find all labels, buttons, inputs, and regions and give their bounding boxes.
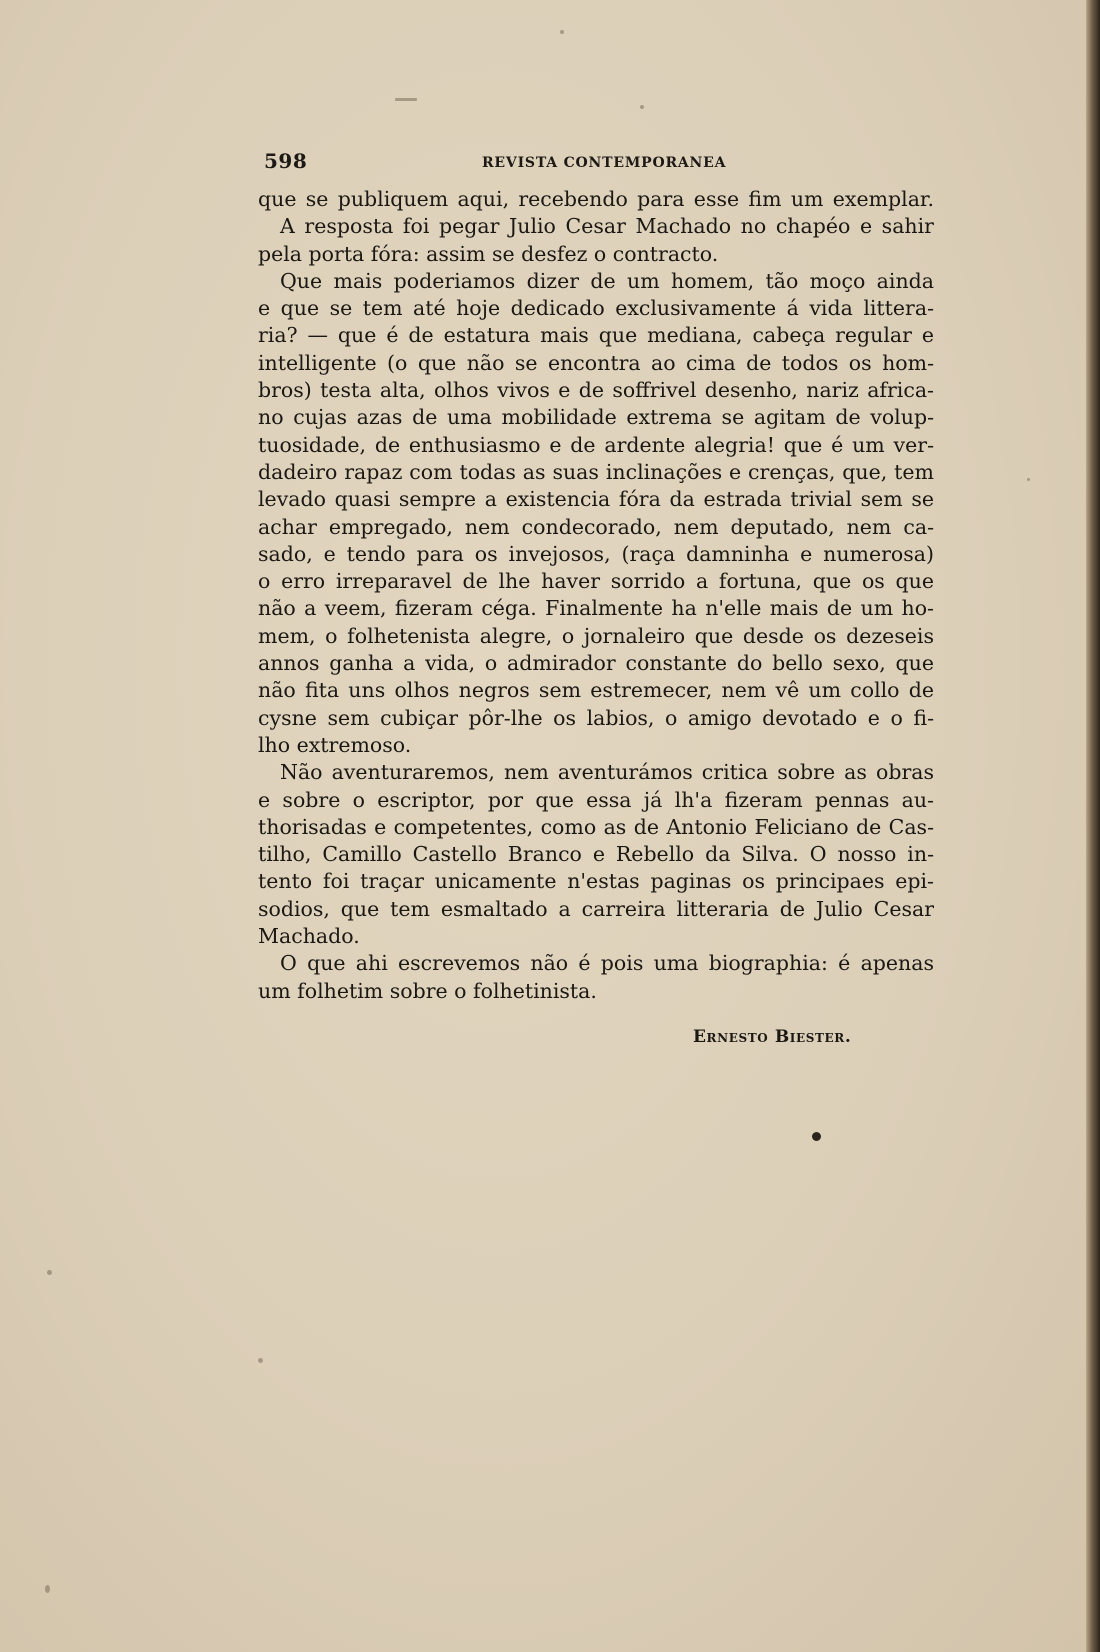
- print-blemish: [640, 105, 644, 109]
- print-blemish: [45, 1585, 50, 1593]
- text-line: dadeiro rapaz com todas as suas inclinações e crenças, que, tem: [258, 459, 934, 484]
- text-line: tuosidade, de enthusiasmo e de ardente alegria! que é um ver-: [258, 432, 934, 457]
- running-head: [264, 149, 940, 173]
- book-spine-edge: [1086, 0, 1100, 1652]
- text-line: achar empregado, nem condecorado, nem deputado, nem ca-: [258, 514, 934, 539]
- text-line: e que se tem até hoje dedicado exclusivamente á vida littera-: [258, 296, 934, 321]
- text-line: o erro irreparavel de lhe haver sorrido a fortuna, que os que: [258, 569, 934, 594]
- print-blemish: [560, 30, 564, 34]
- ornament-dot: [812, 1132, 821, 1141]
- text-line: cysne sem cubiçar pôr-lhe os labios, o amigo devotado e o fi-: [258, 705, 934, 730]
- text-line: e sobre o escriptor, por que essa já lh'a fizeram pennas au-: [258, 787, 934, 812]
- paragraph-start-line: Que mais poderiamos dizer de um homem, tão moço ainda: [280, 268, 934, 293]
- text-line: levado quasi sempre a existencia fóra da estrada trivial sem se: [258, 487, 934, 512]
- print-blemish: [1027, 478, 1030, 481]
- article-body: [258, 186, 934, 1005]
- text-line: tento foi traçar unicamente n'estas paginas os principaes epi-: [258, 869, 934, 894]
- print-blemish: [258, 1358, 263, 1363]
- text-line: não a veem, fizeram céga. Finalmente ha n'elle mais de um ho-: [258, 596, 934, 621]
- text-line: no cujas azas de uma mobilidade extrema se agitam de volup-: [258, 405, 934, 430]
- text-line: sado, e tendo para os invejosos, (raça damninha e numerosa): [258, 541, 934, 566]
- paragraph-end-line: um folhetim sobre o folhetinista.: [258, 978, 597, 1003]
- paragraph-end-line: pela porta fóra: assim se desfez o contracto.: [258, 241, 719, 266]
- paragraph-end-line: lho extremoso.: [258, 732, 412, 757]
- text-line: que se publiquem aqui, recebendo para esse fim um exemplar.: [258, 187, 934, 211]
- text-line: annos ganha a vida, o admirador constante do bello sexo, que: [258, 651, 934, 676]
- text-line: thorisadas e competentes, como as de Antonio Feliciano de Cas-: [258, 814, 934, 839]
- text-line: tilho, Camillo Castello Branco e Rebello da Silva. O nosso in-: [258, 842, 934, 867]
- author-signature: Ernesto Biester.: [693, 1027, 852, 1047]
- journal-title: REVISTA CONTEMPORANEA: [482, 155, 727, 171]
- paragraph-start-line: A resposta foi pegar Julio Cesar Machado no chapéo e sahir: [280, 214, 934, 239]
- text-line: sodios, que tem esmaltado a carreira litteraria de Julio Cesar: [258, 896, 934, 921]
- text-line: intelligente (o que não se encontra ao cima de todos os hom-: [258, 350, 934, 375]
- paragraph-end-line: Machado.: [258, 924, 360, 949]
- text-line: mem, o folhetenista alegre, o jornaleiro que desde os dezeseis: [258, 623, 934, 648]
- page-number: 598: [264, 149, 308, 173]
- paragraph-start-line: Não aventuraremos, nem aventurámos critica sobre as obras: [280, 760, 934, 785]
- paragraph-start-line: O que ahi escrevemos não é pois uma biographia: é apenas: [280, 951, 934, 976]
- text-line: ria? — que é de estatura mais que mediana, cabeça regular e: [258, 323, 934, 348]
- print-blemish: [47, 1270, 52, 1275]
- text-line: bros) testa alta, olhos vivos e de soffrivel desenho, nariz africa-: [258, 378, 934, 403]
- text-line: não fita uns olhos negros sem estremecer, nem vê um collo de: [258, 678, 934, 703]
- print-blemish: [395, 98, 417, 101]
